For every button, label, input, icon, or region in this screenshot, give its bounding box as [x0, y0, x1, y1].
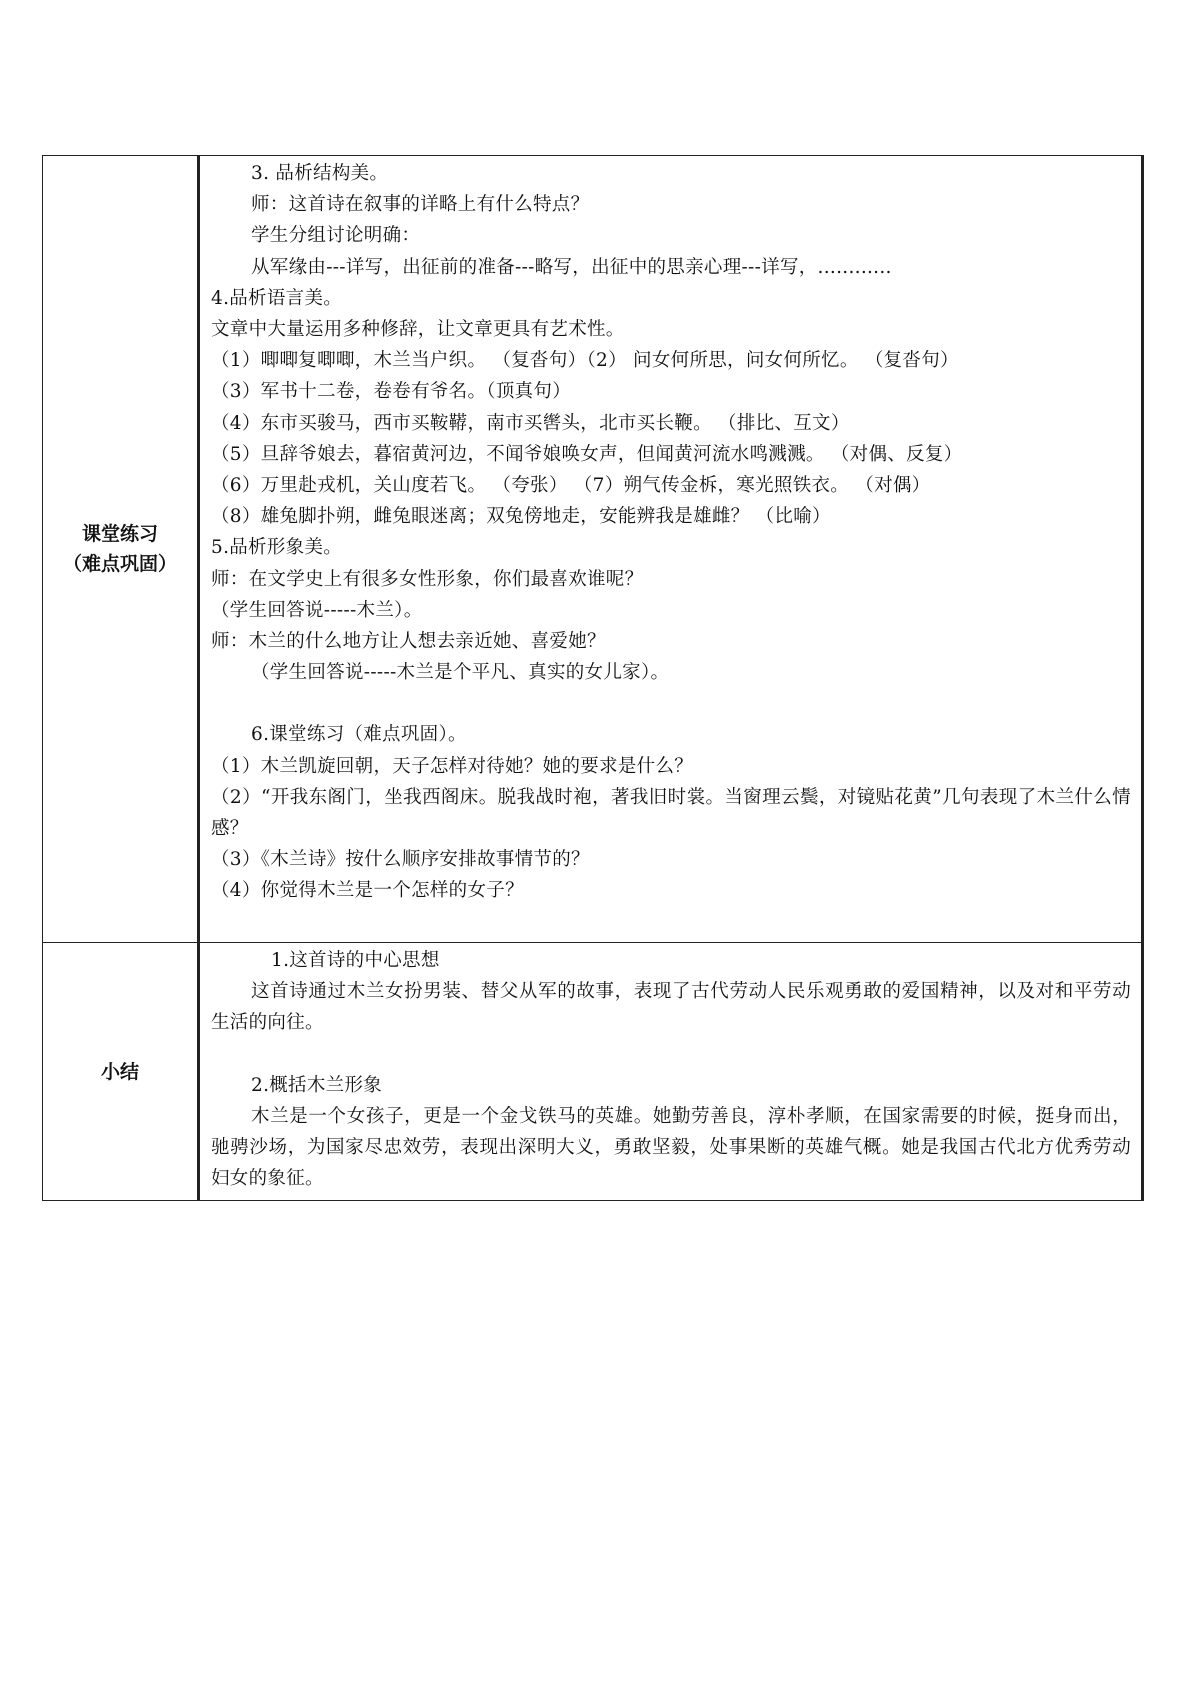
practice-line: 3. 品析结构美。 — [251, 163, 389, 184]
practice-line: 6.课堂练习（难点巩固）。 — [251, 724, 467, 746]
practice-content-cell — [199, 156, 1143, 943]
practice-line: 文章中大量运用多种修辞，让文章更具有艺术性。 — [211, 319, 625, 341]
summary-content-cell — [199, 943, 1143, 1201]
practice-line: （3）《木兰诗》按什么顺序安排故事情节的？ — [211, 849, 590, 871]
practice-line: （6）万里赴戎机，关山度若飞。 （夸张） （7）朔气传金柝，寒光照铁衣。 （对偶） — [211, 475, 931, 497]
summary-line: 1.这首诗的中心思想 — [271, 950, 440, 971]
practice-line: （3）军书十二卷，卷卷有爷名。（顶真句） — [211, 381, 572, 403]
practice-label-line1: 课堂练习 — [81, 523, 158, 545]
practice-line: 从军缘由---详写，出征前的准备---略写，出征中的思亲心理---详写，............ — [251, 256, 892, 278]
summary-row — [43, 943, 1143, 1201]
practice-row — [43, 156, 1143, 943]
practice-line: （1）木兰凯旋回朝，天子怎样对待她？她的要求是什么？ — [211, 755, 694, 777]
practice-line: 学生分组讨论明确： — [251, 225, 421, 247]
practice-line: （2）“开我东阁门，坐我西阁床。脱我战时袍，著我旧时裳。当窗理云鬓，对镜贴花黄”几句表现了木兰什么情感？ — [211, 786, 1131, 840]
summary-label-cell — [43, 943, 199, 1201]
practice-line: （4）你觉得木兰是一个怎样的女子？ — [211, 880, 524, 902]
practice-label-cell — [43, 156, 199, 943]
practice-line: 师：在文学史上有很多女性形象，你们最喜欢谁呢？ — [211, 568, 644, 590]
practice-line: 5.品析形象美。 — [211, 537, 343, 559]
practice-line: （5）旦辞爷娘去，暮宿黄河边，不闻爷娘唤女声，但闻黄河流水鸣溅溅。 （对偶、反复） — [211, 443, 963, 465]
practice-line: 师：这首诗在叙事的详略上有什么特点？ — [251, 194, 590, 216]
summary-line: 2.概括木兰形象 — [251, 1074, 383, 1096]
summary-line: 这首诗通过木兰女扮男装、替父从军的故事，表现了古代劳动人民乐观勇敢的爱国精神，以及对和平劳动生活的向往。 — [211, 981, 1131, 1034]
practice-line: （学生回答说-----木兰是个平凡、真实的女儿家）。 — [251, 662, 670, 684]
practice-line: （4）东市买骏马，西市买鞍鞯，南市买辔头，北市买长鞭。 （排比、互文） — [211, 412, 850, 434]
summary-line: 木兰是一个女孩子，更是一个金戈铁马的英雄。她勤劳善良，淳朴孝顺，在国家需要的时候，挺身而出，驰骋沙场，为国家尽忠效劳，表现出深明大义，勇敢坚毅，处事果断的英雄气概。她是我国古代北方优秀劳动妇女的象征。 — [211, 1105, 1131, 1190]
blank-line — [211, 1039, 1131, 1070]
practice-line: （8）雄兔脚扑朔，雌兔眼迷离；双兔傍地走，安能辨我是雄雌？ （比喻） — [211, 506, 831, 528]
lesson-plan-table — [42, 155, 1144, 1201]
blank-line — [211, 688, 1131, 719]
practice-line: （学生回答说-----木兰）。 — [211, 599, 423, 621]
practice-line: 师：木兰的什么地方让人想去亲近她、喜爱她？ — [211, 631, 606, 653]
practice-line: 4.品析语言美。 — [211, 287, 343, 309]
summary-label: 小结 — [100, 1060, 139, 1083]
practice-line: （1）唧唧复唧唧，木兰当户织。 （复沓句）（2） 问女何所思，问女何所忆。 （复沓句） — [211, 350, 959, 372]
practice-label-line2: （难点巩固） — [62, 553, 177, 575]
